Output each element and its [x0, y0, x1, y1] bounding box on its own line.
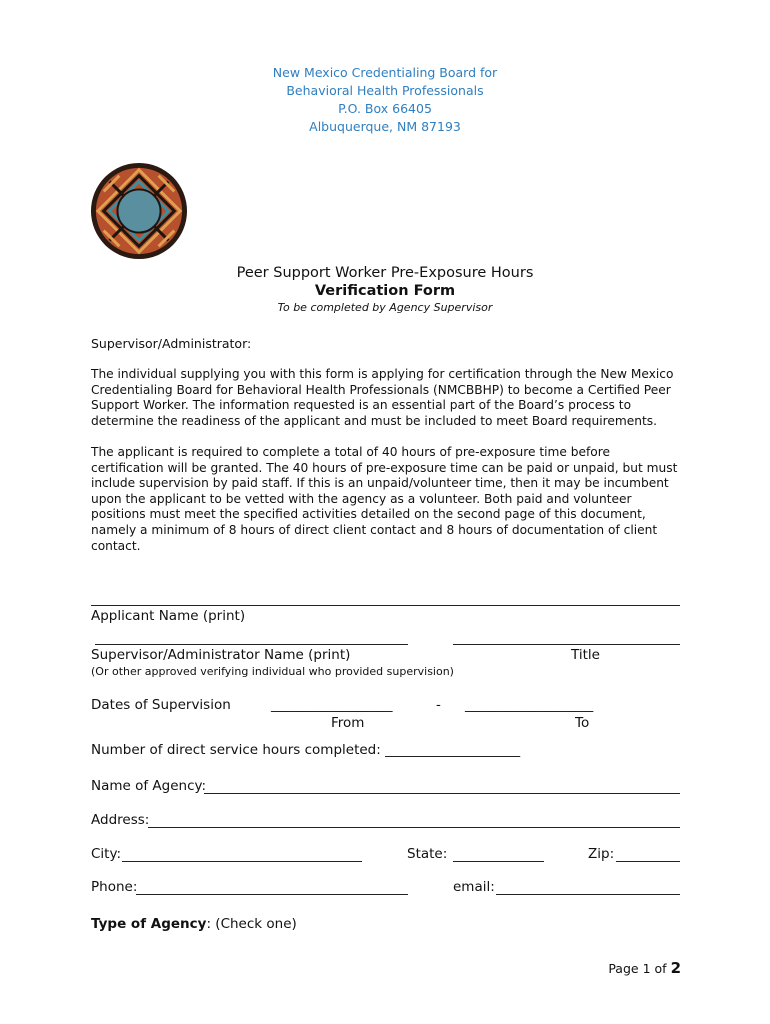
phone-line[interactable] [136, 894, 408, 895]
supervisor-name-line[interactable] [95, 644, 408, 645]
of-word: of [654, 961, 667, 976]
header-line-2: Behavioral Health Professionals [286, 83, 484, 98]
dates-dash: - [436, 697, 441, 713]
from-label: From [331, 715, 365, 731]
page-current: 1 [642, 961, 651, 976]
type-of-agency-label [91, 916, 297, 933]
header-line-3: P.O. Box 66405 [338, 101, 432, 116]
title-line[interactable] [453, 644, 680, 645]
zip-line[interactable] [616, 861, 680, 862]
board-address-header [0, 64, 770, 136]
zip-label: Zip: [588, 846, 615, 862]
city-line[interactable] [122, 861, 362, 862]
form-title: Peer Support Worker Pre-Exposure Hours [236, 265, 534, 281]
title-label: Title [571, 647, 600, 663]
intro-paragraph: The individual supplying you with this form is applying for certification through the New Mexico Credentialing Board for Behavioral Health Professionals (NMCBBHP) to become a Certified Peer Support Worker. The information requested is an essential part of the Board’s process to determine the readiness of the applicant and must be included to meet Board requirements. [91, 367, 674, 428]
email-line[interactable] [496, 894, 680, 895]
type-of-agency-bold: Type of Agency [91, 916, 207, 932]
email-label: email: [453, 879, 495, 895]
requirements-paragraph: The applicant is required to complete a total of 40 hours of pre-exposure time before certification will be granted. The 40 hours of pre-exposure time can be paid or unpaid, but must include supervision by paid staff. If this is an unpaid/volunteer time, then it may be incumbent upon the applicant to be vetted with the agency as a volunteer. Both paid and volunteer positions must meet the specified activities detailed on the second page of this document, namely a minimum of 8 hours of direct client contact and 8 hours of documentation of client contact. [91, 445, 678, 553]
city-label: City: [91, 846, 122, 862]
dates-of-supervision-label: Dates of Supervision [91, 697, 231, 713]
header-line-4: Albuquerque, NM 87193 [309, 119, 461, 134]
greeting: Supervisor/Administrator: [91, 336, 252, 351]
board-seal-logo [90, 162, 188, 260]
state-label: State: [407, 846, 448, 862]
to-label: To [575, 715, 590, 731]
agency-name-label: Name of Agency: [91, 778, 207, 794]
applicant-name-label: Applicant Name (print) [91, 608, 246, 624]
page-word: Page [608, 961, 639, 976]
type-of-agency-rest: : (Check one) [206, 916, 297, 932]
direct-service-hours-field[interactable]: Number of direct service hours completed: ____________________ [91, 742, 521, 758]
page-total: 2 [670, 959, 681, 977]
state-line[interactable] [453, 861, 544, 862]
agency-name-line[interactable] [204, 793, 680, 794]
header-line-1: New Mexico Credentialing Board for [272, 65, 498, 80]
address-line[interactable] [148, 827, 680, 828]
page-number [608, 959, 681, 977]
supervisor-note: (Or other approved verifying individual who provided supervision) [91, 665, 454, 678]
dates-from-field[interactable]: __________________ [271, 697, 393, 713]
form-completion-note: To be completed by Agency Supervisor [277, 301, 493, 314]
phone-label: Phone: [91, 879, 138, 895]
address-label: Address: [91, 812, 150, 828]
form-title-block [0, 264, 770, 315]
dates-to-field[interactable]: ___________________ [465, 697, 594, 713]
applicant-name-line[interactable] [91, 605, 680, 606]
supervisor-name-label: Supervisor/Administrator Name (print) [91, 647, 351, 663]
form-subtitle: Verification Form [314, 283, 456, 299]
